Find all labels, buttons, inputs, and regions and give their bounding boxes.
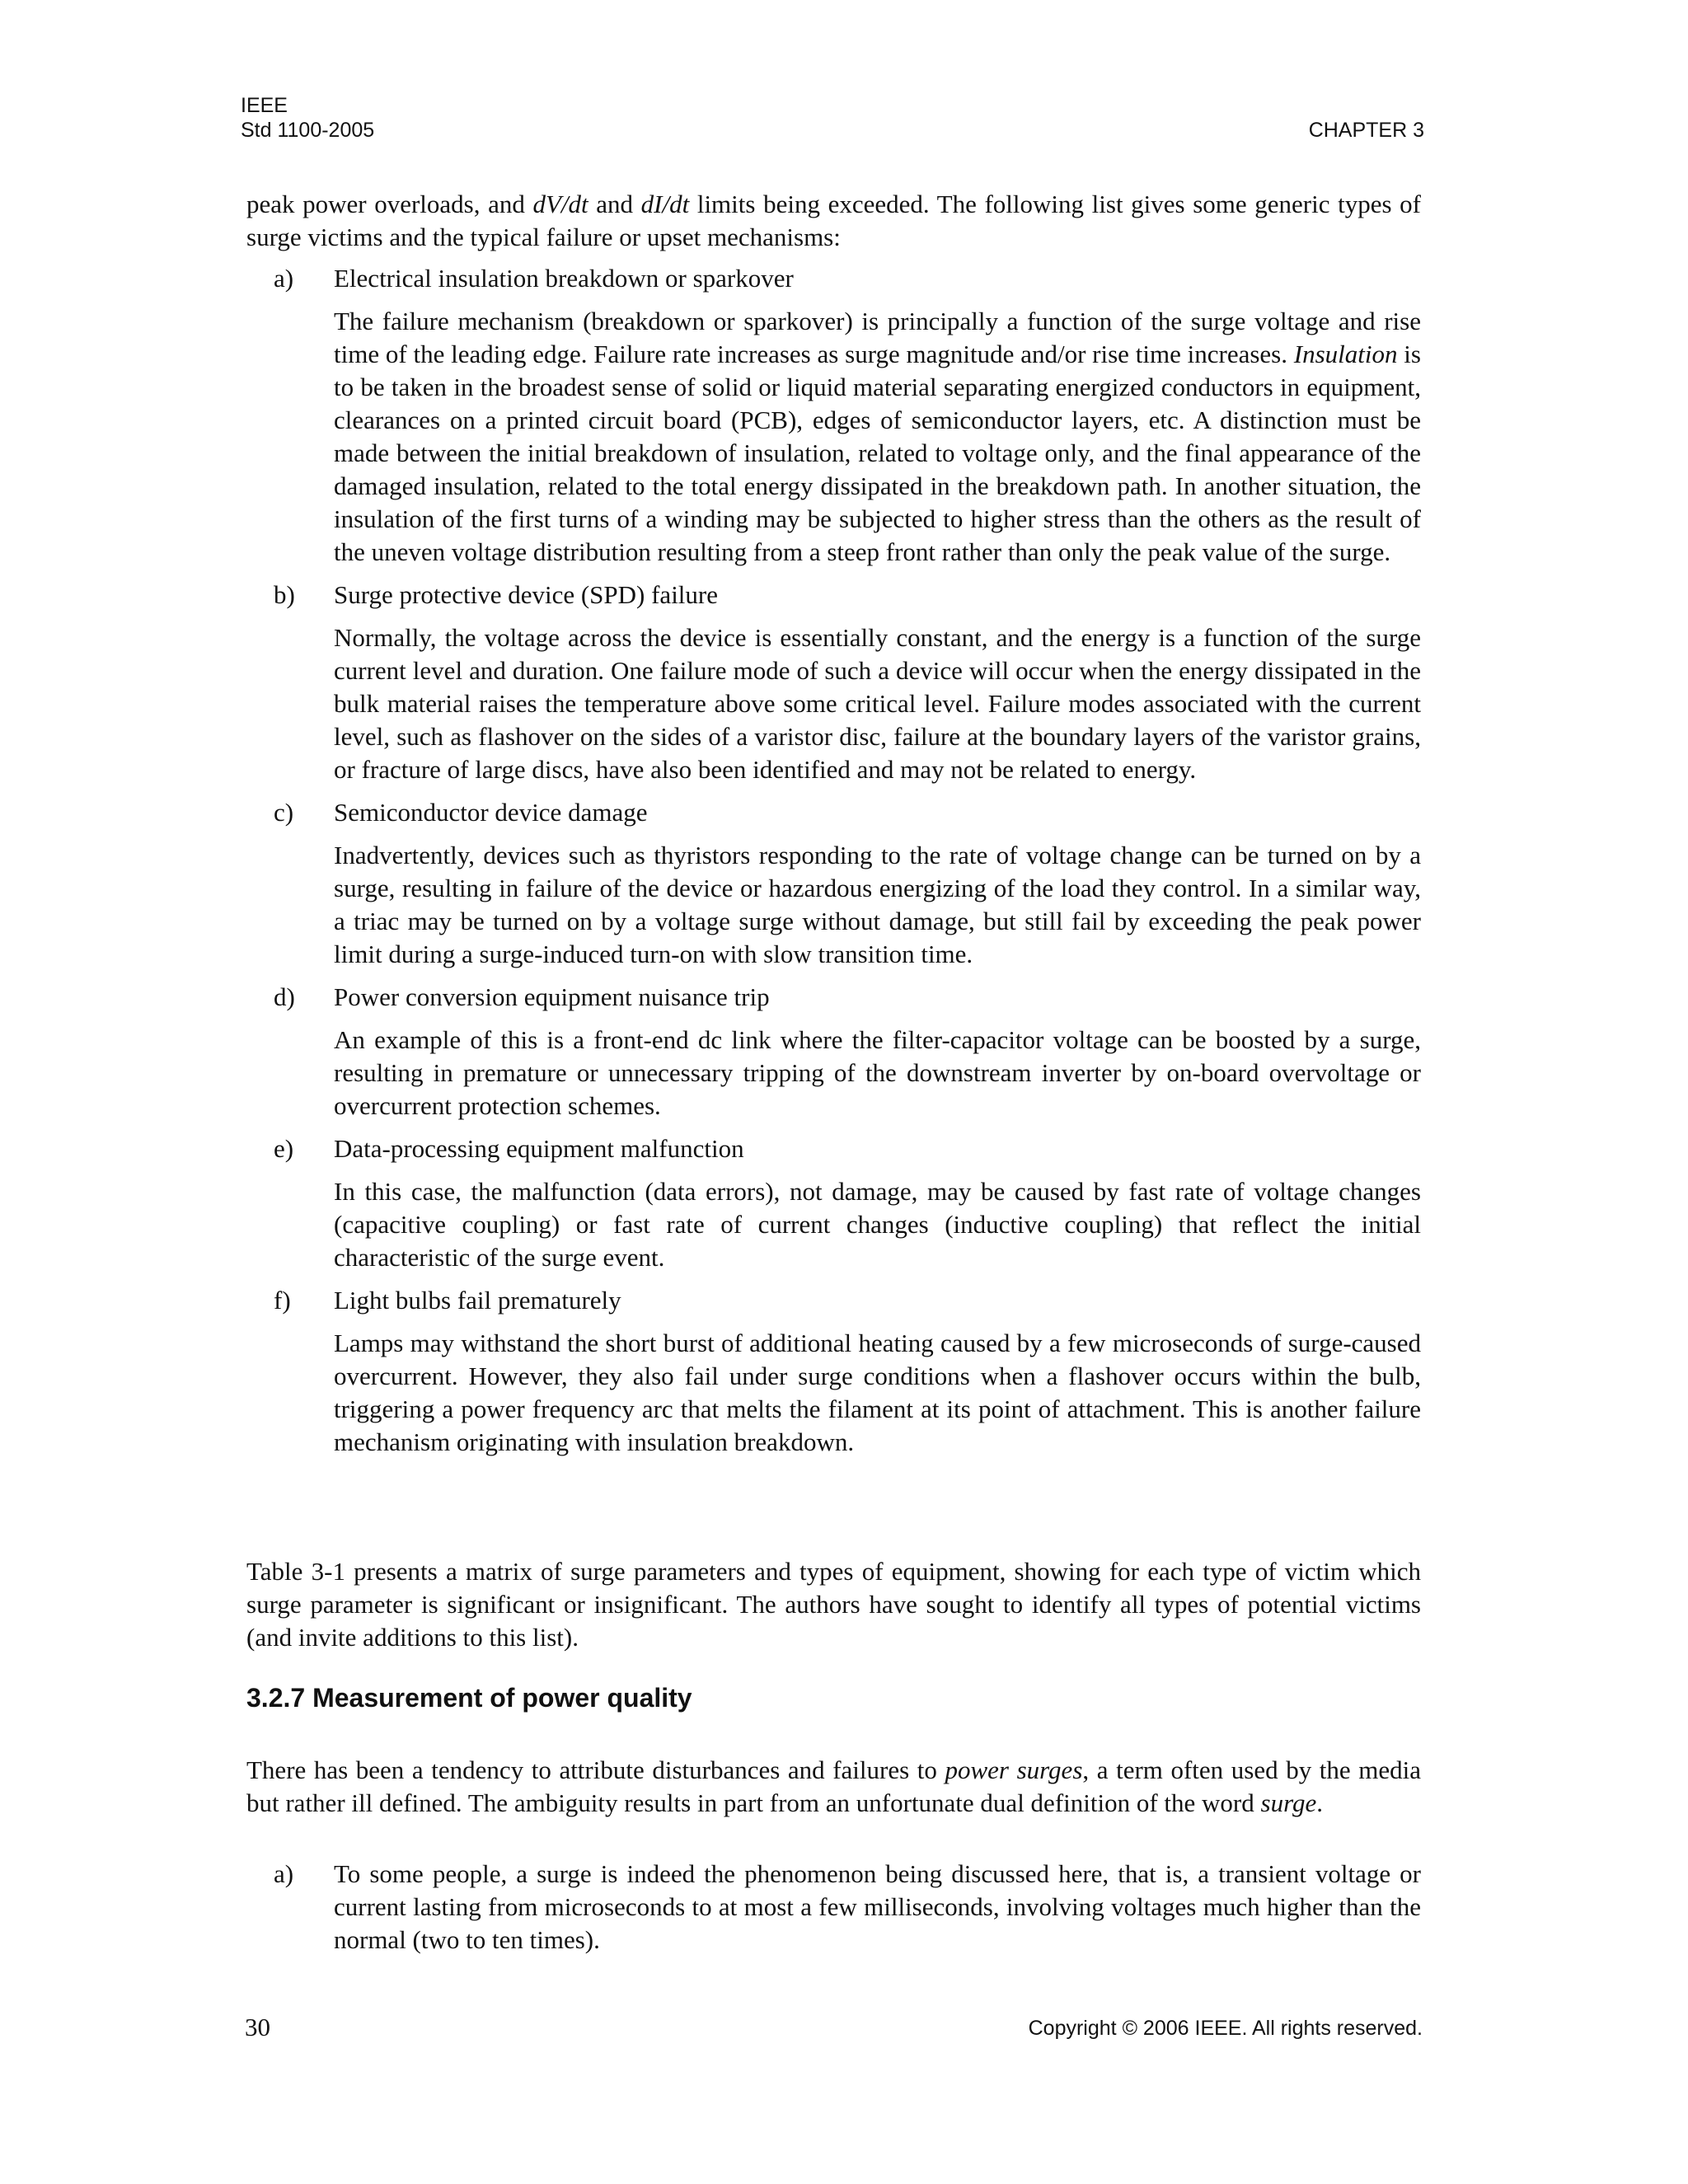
list-item-description: Lamps may withstand the short burst of additional heating caused by a few microseconds of surge-caused overcurrent. However, they also fail under surge conditions when a flashover occurs within the bulb, triggering a power frequency arc that melts the filament at its point of attachment. This is another failure mechanism originating with insulation breakdown. [334,1329,1421,1456]
copyright-notice: Copyright © 2006 IEEE. All rights reserved. [1028,2017,1423,2040]
intro-text-3: limits being exceeded. The following list gives some generic types of surge victims and the typical failure or upset mechanisms: [246,190,1421,251]
intro-text-1: peak power overloads, and [246,190,533,218]
list-item [246,1132,1421,1274]
list-item-title: Surge protective device (SPD) failure [334,580,718,609]
list-item-letter: c) [274,798,294,827]
header-chapter: CHAPTER 3 [1308,119,1424,142]
page-number: 30 [245,2013,270,2041]
list-item-letter: f) [274,1286,291,1315]
intro-emphasis-dvdt: dV/dt [532,190,588,218]
intro-emphasis-didt: dI/dt [640,190,690,218]
paragraph-emphasis-surge: surge [1260,1788,1317,1817]
list-item-title: Data-processing equipment malfunction [334,1134,744,1163]
section-heading: 3.2.7 Measurement of power quality [246,1683,692,1713]
description-text-2: is to be taken in the broadest sense of solid or liquid material separating energized conductors in equipment, clearances on a printed circuit board (PCB), edges of semiconductor layers, etc. A distinction must be made between the initial breakdown of insulation, related to voltage only, and the final appearance of the damaged insulation, related to the total energy dissipated in the breakdown path. In another situation, the insulation of the first turns of a winding may be subjected to higher stress than the others as the result of the uneven voltage distribution resulting from a steep front rather than only the peak value of the surge. [334,340,1421,566]
list-item-text: To some people, a surge is indeed the phenomenon being discussed here, that is, a transient voltage or current lasting from microseconds to at most a few milliseconds, involving voltages much higher than the normal (two to ten times). [334,1859,1421,1954]
list-item-title: Power conversion equipment nuisance trip [334,982,770,1011]
surge-victim-list [246,262,1421,1469]
list-item-title: Semiconductor device damage [334,798,648,827]
running-header-left [241,93,374,143]
list-item-letter: e) [274,1134,294,1163]
list-item-description: An example of this is a front-end dc link where the filter-capacitor voltage can be boosted by a surge, resulting in premature or unnecessary tripping of the downstream inverter by on-board overvoltage or overcurrent protection schemes. [334,1025,1421,1120]
list-item [246,262,1421,569]
list-item [246,981,1421,1122]
intro-text-2: and [588,190,641,218]
intro-paragraph [246,188,1421,254]
list-item-letter: d) [274,982,295,1011]
list-item-description: Normally, the voltage across the device is essentially constant, and the energy is a function of the surge current level and duration. One failure mode of such a device will occur when the energy dissipated in the bulk material raises the temperature above some critical level. Failure modes associated with the current level, such as flashover on the sides of a varistor disc, failure at the boundary layers of the varistor grains, or fracture of large discs, have also been identified and may not be related to energy. [334,623,1421,784]
list-item [246,579,1421,786]
paragraph-text-2: , a term often used by the media but rather ill defined. The ambiguity results in part from an unfortunate dual definition of the word [246,1755,1421,1817]
power-quality-paragraph [246,1754,1421,1820]
list-item-letter: a) [274,1859,294,1888]
list-item-title: Electrical insulation breakdown or sparkover [334,264,794,293]
list-item-description [246,305,1421,569]
header-org: IEEE [241,94,288,117]
description-text-1: The failure mechanism (breakdown or sparkover) is principally a function of the surge voltage and rise time of the leading edge. Failure rate increases as surge magnitude and/or rise time increases. [334,307,1421,368]
list-item [246,1284,1421,1459]
list-item-letter: b) [274,580,295,609]
paragraph-emphasis-power-surges: power surges [945,1755,1083,1784]
list-item-letter: a) [274,264,294,293]
surge-definition-list [246,1858,1421,1966]
paragraph-text-1: There has been a tendency to attribute disturbances and failures to [246,1755,945,1784]
list-item [246,1858,1421,1957]
list-item [246,796,1421,971]
paragraph-text-3: . [1316,1788,1323,1817]
list-item-title: Light bulbs fail prematurely [334,1286,621,1315]
list-item-description: Inadvertently, devices such as thyristors responding to the rate of voltage change can be turned on by a surge, resulting in failure of the device or hazardous energizing of the load they control. In a similar way, a triac may be turned on by a voltage surge without damage, but still fail by exceeding the peak power limit during a surge-induced turn-on with slow transition time. [334,841,1421,968]
list-item-description: In this case, the malfunction (data errors), not damage, may be caused by fast rate of voltage changes (capacitive coupling) or fast rate of current changes (inductive coupling) that reflect the initial characteristic of the surge event. [334,1177,1421,1272]
header-standard-number: Std 1100-2005 [241,119,375,142]
description-emphasis-insulation: Insulation [1293,340,1398,368]
table-reference-paragraph: Table 3-1 presents a matrix of surge parameters and types of equipment, showing for each type of victim which surge parameter is significant or insignificant. The authors have sought to identify all types of potential victims (and invite additions to this list). [246,1557,1421,1652]
